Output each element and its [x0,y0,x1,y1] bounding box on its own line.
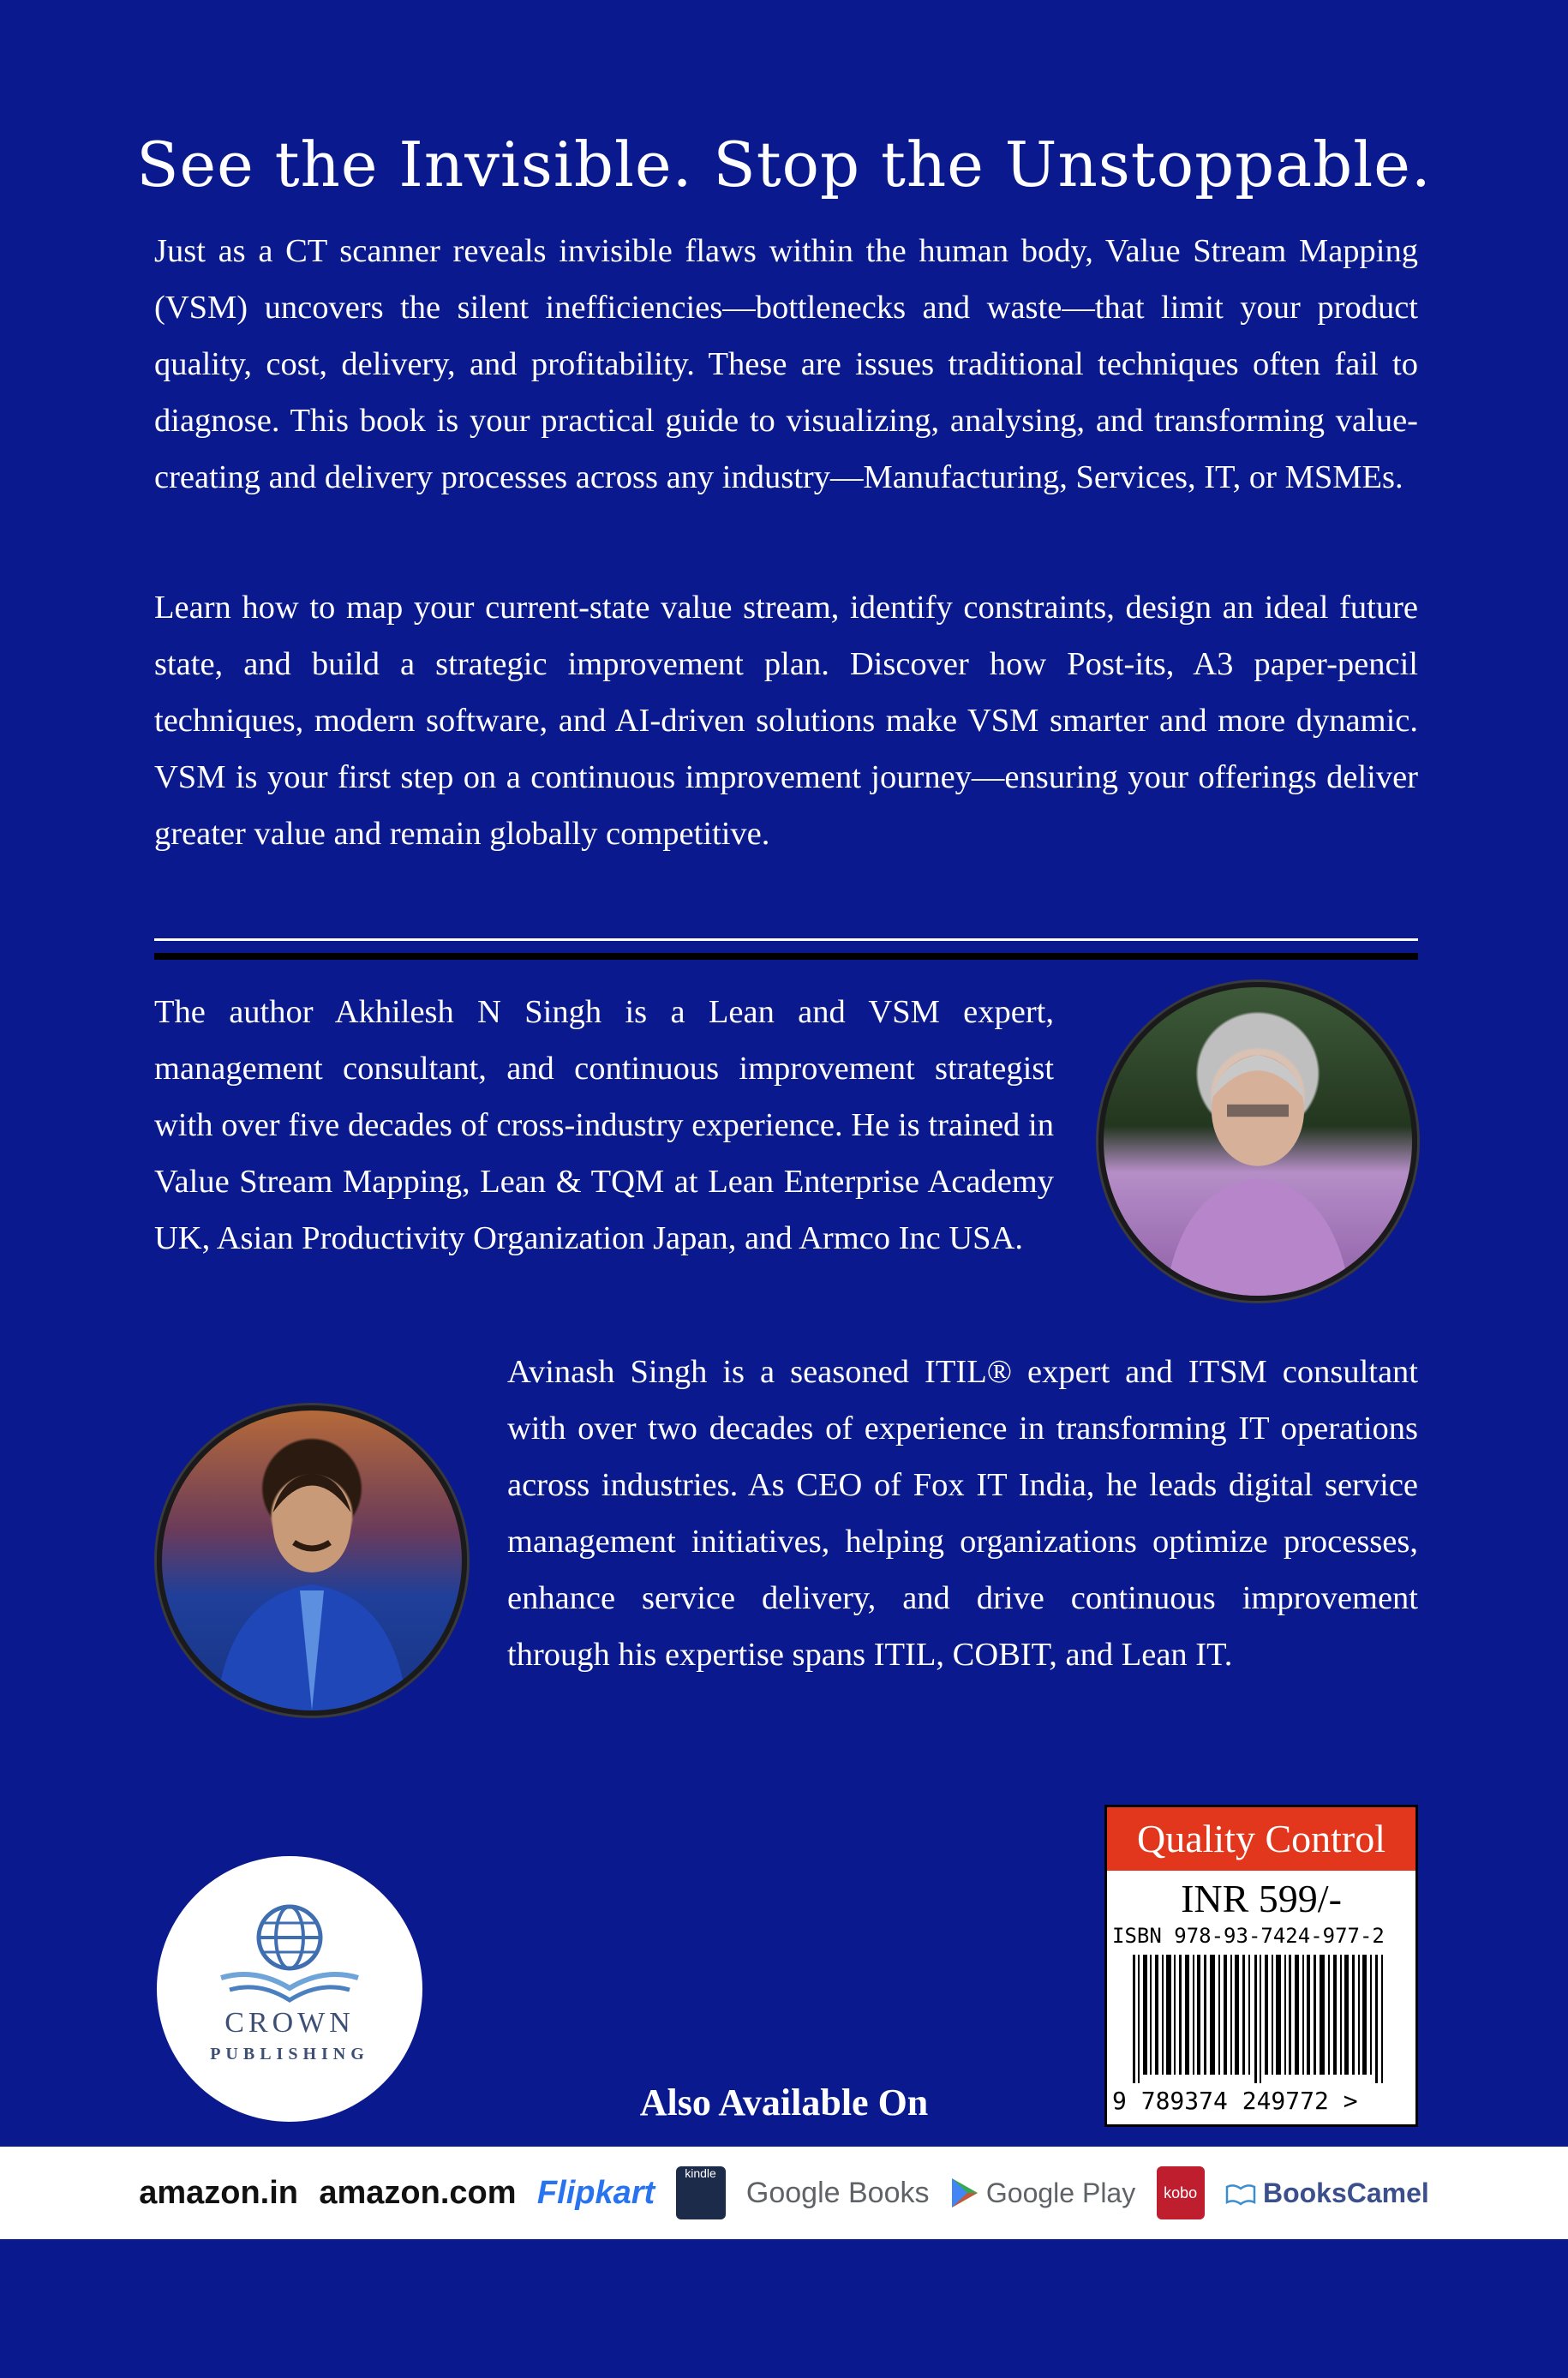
barcode-digits: 9 789374 249772 > [1112,2087,1358,2115]
author-photo-akhilesh [1098,982,1417,1301]
globe-book-icon [204,1899,375,2010]
kobo-icon: kobo [1157,2166,1205,2219]
amazon-com-text: amazon.com [319,2174,517,2211]
flipkart-logo [537,2175,655,2212]
publisher-name: CROWN [224,2007,355,2039]
flipkart-text: Flipkart [536,2174,655,2211]
divider-thin [154,938,1418,941]
kindle-icon: kindle [676,2166,726,2219]
google-books-logo [746,2177,930,2210]
kindle-logo [676,2166,726,2219]
bookscamel-text: BooksCamel [1262,2177,1429,2208]
bottom-band [0,2239,1568,2378]
description-paragraph-2: Learn how to map your current-state value stream, identify constraints, design an ideal future state, and build a strategic improvement plan. Discover how Post-its, A3 paper-pencil techniques, modern software, and AI-driven solutions make VSM smarter and more dynamic. VSM is your first step on a continuous improvement journey—ensuring your offerings deliver greater value and remain globally competitive. [154,590,1418,852]
open-book-icon [1225,2180,1256,2206]
amazon-in-logo [139,2175,298,2212]
author-bio-akhilesh: The author Akhilesh N Singh is a Lean and VSM expert, management consultant, and continuous improvement strategist with over five decades of cross-industry experience. He is trained in Value Stream Mapping, Lean & TQM at Lean Enterprise Academy UK, Asian Productivity Organization Japan, and Armco Inc USA. [154,994,1054,1256]
publisher-sub: PUBLISHING [210,2045,369,2064]
divider-thick [154,953,1418,960]
google-books-text: Google Books [745,2176,930,2209]
author-bio-avinash: Avinash Singh is a seasoned ITIL® expert and ITSM consultant with over two decades of experience in transforming IT operations across industries. As CEO of Fox IT India, he leads digital service management initiatives, helping organizations optimize processes, enhance service delivery, and drive continuous improvement through his expertise spans ITIL, COBIT, and Lean IT. [507,1354,1418,1673]
portrait-icon [1104,987,1412,1296]
amazon-in-text: amazon.in [139,2174,298,2211]
google-play-text: Google Play [985,2177,1136,2208]
isbn-label: ISBN 978-93-7424-977-2 [1112,1924,1385,1948]
price-label: INR 599/- [1181,1877,1342,1920]
amazon-com-logo [319,2175,516,2212]
also-available-heading: Also Available On [639,2081,929,2123]
portrait-icon [162,1411,462,1710]
author-photo-avinash [157,1405,467,1716]
google-play-logo [950,2177,1135,2209]
barcode [1133,1955,1390,2083]
description-paragraph-1: Just as a CT scanner reveals invisible flaws within the human body, Value Stream Mapping (VSM) uncovers the silent inefficiencies—bottlenecks and waste—that limit your product quality, cost, delivery, and profitability. These are issues traditional techniques often fail to diagnose. This book is your practical guide to visualizing, analysing, and transforming value-creating and delivery processes across any industry—Manufacturing, Services, IT, or MSMEs. [154,233,1418,495]
store-logo-strip [0,2147,1568,2239]
bookscamel-logo [1225,2177,1429,2209]
quality-control-box [1104,1805,1418,2127]
kobo-logo [1157,2166,1205,2219]
headline: See the Invisible. Stop the Unstoppable. [136,129,1432,201]
quality-control-header: Quality Control [1107,1807,1415,1871]
play-triangle-icon [950,2177,979,2209]
